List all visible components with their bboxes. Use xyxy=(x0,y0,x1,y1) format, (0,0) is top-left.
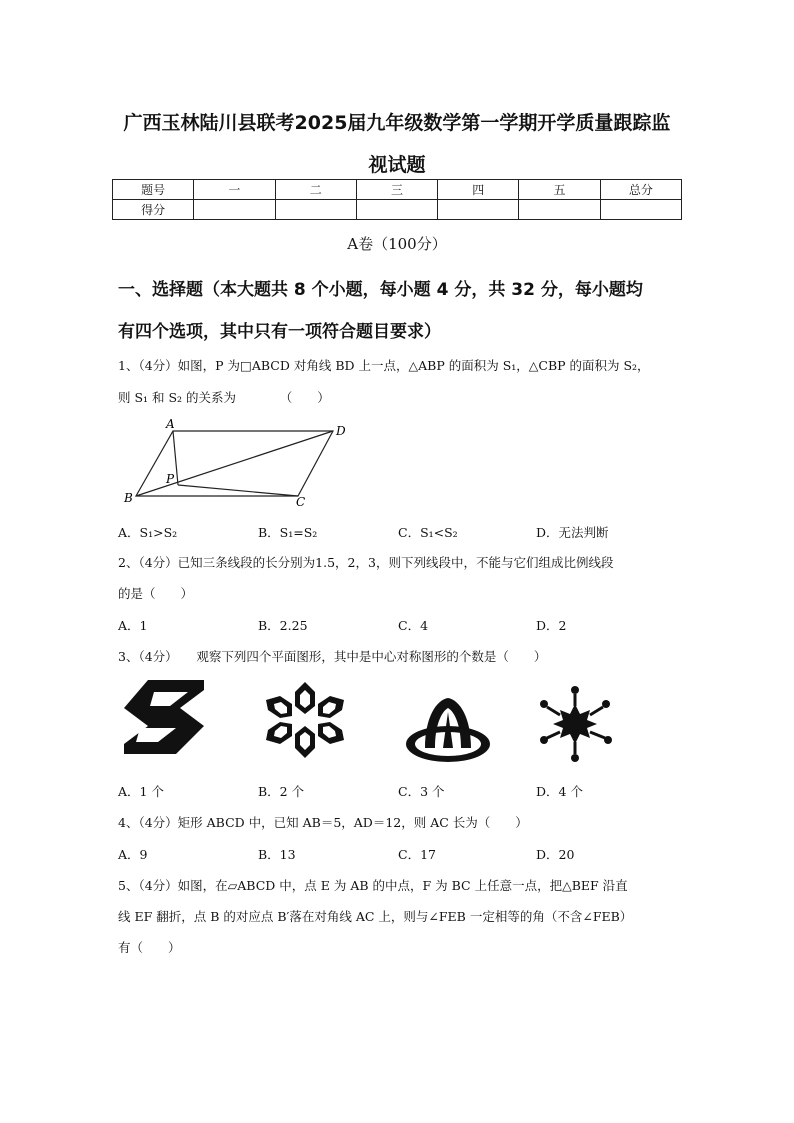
q2-text-cont: 的是（ ） xyxy=(118,586,194,601)
q3-option-d: D．4 个 xyxy=(536,784,583,799)
q4-option-c: C．17 xyxy=(398,847,436,862)
score-cell xyxy=(356,200,437,220)
score-header-cell: 二 xyxy=(275,180,356,200)
figure-label: B xyxy=(124,491,133,505)
score-header-cell: 三 xyxy=(356,180,437,200)
q3-arch-oval-logo-icon xyxy=(403,690,493,764)
q4-text: 4、（4分）矩形 ABCD 中，已知 AB＝5，AD＝12，则 AC 长为（ ） xyxy=(118,815,528,830)
score-cell xyxy=(519,200,600,220)
q3-splash-sun-icon xyxy=(532,682,618,764)
score-table-score-row xyxy=(113,200,682,220)
score-header-cell: 五 xyxy=(519,180,600,200)
q1-text: 1、（4分）如图，P 为□ABCD 对角线 BD 上一点，△ABP 的面积为 S₁，△CBP 的面积为 S₂， xyxy=(118,358,650,373)
q2-option-b: B．2.25 xyxy=(258,618,308,633)
title-line-1: 广西玉林陆川县联考2025届九年级数学第一学期开学质量跟踪监 xyxy=(123,112,671,134)
q2-option-a: A．1 xyxy=(118,618,148,633)
score-header-cell: 一 xyxy=(194,180,275,200)
figure-label: A xyxy=(166,417,175,431)
score-cell xyxy=(275,200,356,220)
q4-option-b: B．13 xyxy=(258,847,296,862)
q1-option-a: A．S₁>S₂ xyxy=(118,525,178,540)
q1-option-b: B．S₁=S₂ xyxy=(258,525,318,540)
q1-option-d: D．无法判断 xyxy=(536,525,609,540)
q2-option-d: D．2 xyxy=(536,618,567,633)
score-cell xyxy=(194,200,275,220)
q1-parallelogram-figure xyxy=(118,416,358,508)
volume-heading: A卷（100分） xyxy=(347,235,447,253)
q1-text-cont: 则 S₁ 和 S₂ 的关系为 （ ） xyxy=(118,390,330,405)
q3-option-c: C．3 个 xyxy=(398,784,445,799)
q4-option-d: D．20 xyxy=(536,847,575,862)
score-table-header-row xyxy=(113,180,682,200)
q5-text: 5、（4分）如图，在▱ABCD 中，点 E 为 AB 的中点，F 为 BC 上任意一点，把△BEF 沿直 xyxy=(118,878,628,893)
score-header-cell: 题号 xyxy=(113,180,194,200)
figure-label: D xyxy=(336,424,346,438)
q2-text: 2、（4分）已知三条线段的长分别为1.5，2，3，则下列线段中，不能与它们组成比例线段 xyxy=(118,555,614,570)
section-1-heading: 一、选择题（本大题共 8 个小题，每小题 4 分，共 32 分，每小题均 xyxy=(118,280,643,300)
figure-label: C xyxy=(296,495,306,508)
score-cell xyxy=(600,200,681,220)
q3-hexagon-star-pattern-icon xyxy=(262,680,348,760)
section-1-heading-cont: 有四个选项，其中只有一项符合题目要求） xyxy=(118,322,441,342)
figure-label: P xyxy=(166,472,175,486)
score-header-cell: 四 xyxy=(438,180,519,200)
score-table xyxy=(112,179,682,220)
q5-text-cont: 线 EF 翻折，点 B 的对应点 B′落在对角线 AC 上，则与∠FEB 一定相等的角（不含∠FEB） xyxy=(118,909,633,924)
q4-option-a: A．9 xyxy=(118,847,148,862)
q3-text: 3、（4分） 观察下列四个平面图形，其中是中心对称图形的个数是（ ） xyxy=(118,649,547,664)
score-cell xyxy=(438,200,519,220)
q2-option-c: C．4 xyxy=(398,618,429,633)
q3-option-a: A．1 个 xyxy=(118,784,164,799)
title-line-2: 视试题 xyxy=(368,154,426,176)
q3-option-b: B．2 个 xyxy=(258,784,305,799)
q3-s-shape-logo-icon xyxy=(120,678,208,756)
q5-text-cont-2: 有（ ） xyxy=(118,940,181,955)
score-header-cell: 总分 xyxy=(600,180,681,200)
q1-option-c: C．S₁<S₂ xyxy=(398,525,458,540)
score-row-label: 得分 xyxy=(113,200,194,220)
